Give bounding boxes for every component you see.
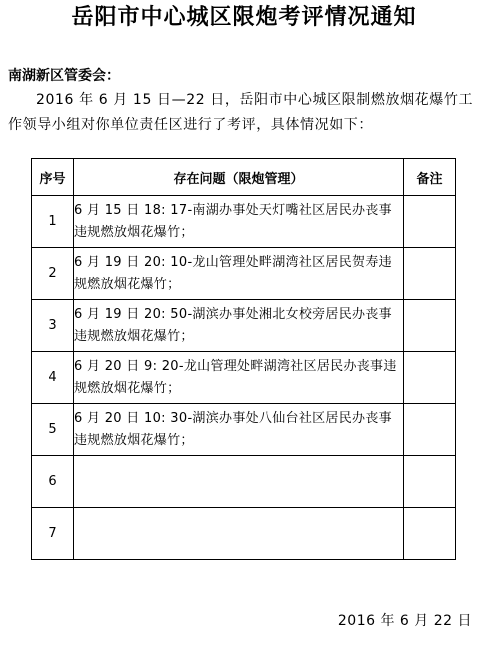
table-row (32, 456, 456, 508)
row-number: 1 (32, 196, 74, 248)
row-remark (404, 352, 456, 404)
row-remark (404, 456, 456, 508)
table-row (32, 300, 456, 352)
row-issue: 6 月 19 日 20: 50-湖滨办事处湘北女校旁居民办丧事违规燃放烟花爆竹； (74, 300, 404, 352)
row-issue (74, 456, 404, 508)
row-number: 5 (32, 404, 74, 456)
table-row (32, 508, 456, 560)
row-number: 2 (32, 248, 74, 300)
row-remark (404, 404, 456, 456)
table-row (32, 248, 456, 300)
table-row (32, 196, 456, 248)
row-issue: 6 月 19 日 20: 10-龙山管理处畔湖湾社区居民贺寿违规燃放烟花爆竹； (74, 248, 404, 300)
row-number: 6 (32, 456, 74, 508)
row-remark (404, 196, 456, 248)
header-remarks: 备注 (404, 159, 456, 196)
row-number: 7 (32, 508, 74, 560)
header-issues: 存在问题（限炮管理） (74, 159, 404, 196)
document-date: 2016 年 6 月 22 日 (337, 613, 472, 629)
table-header-row (32, 159, 456, 196)
row-issue: 6 月 20 日 10: 30-湖滨办事处八仙台社区居民办丧事违规燃放烟花爆竹； (74, 404, 404, 456)
row-number: 3 (32, 300, 74, 352)
row-issue: 6 月 20 日 9: 20-龙山管理处畔湖湾社区居民办丧事违规燃放烟花爆竹； (74, 352, 404, 404)
row-number: 4 (32, 352, 74, 404)
row-remark (404, 248, 456, 300)
row-issue (74, 508, 404, 560)
row-remark (404, 300, 456, 352)
table-row (32, 404, 456, 456)
row-remark (404, 508, 456, 560)
intro-paragraph: 2016 年 6 月 15 日—22 日，岳阳市中心城区限制燃放烟花爆竹工作领导小组对你单位责任区进行了考评，具体情况如下： (8, 92, 474, 133)
table-row (32, 352, 456, 404)
document-title: 岳阳市中心城区限炮考评情况通知 (71, 5, 417, 30)
evaluation-table (31, 158, 456, 560)
row-issue: 6 月 15 日 18: 17-南湖办事处天灯嘴社区居民办丧事违规燃放烟花爆竹； (74, 196, 404, 248)
header-serial-number: 序号 (32, 159, 74, 196)
addressee: 南湖新区管委会： (8, 68, 120, 84)
